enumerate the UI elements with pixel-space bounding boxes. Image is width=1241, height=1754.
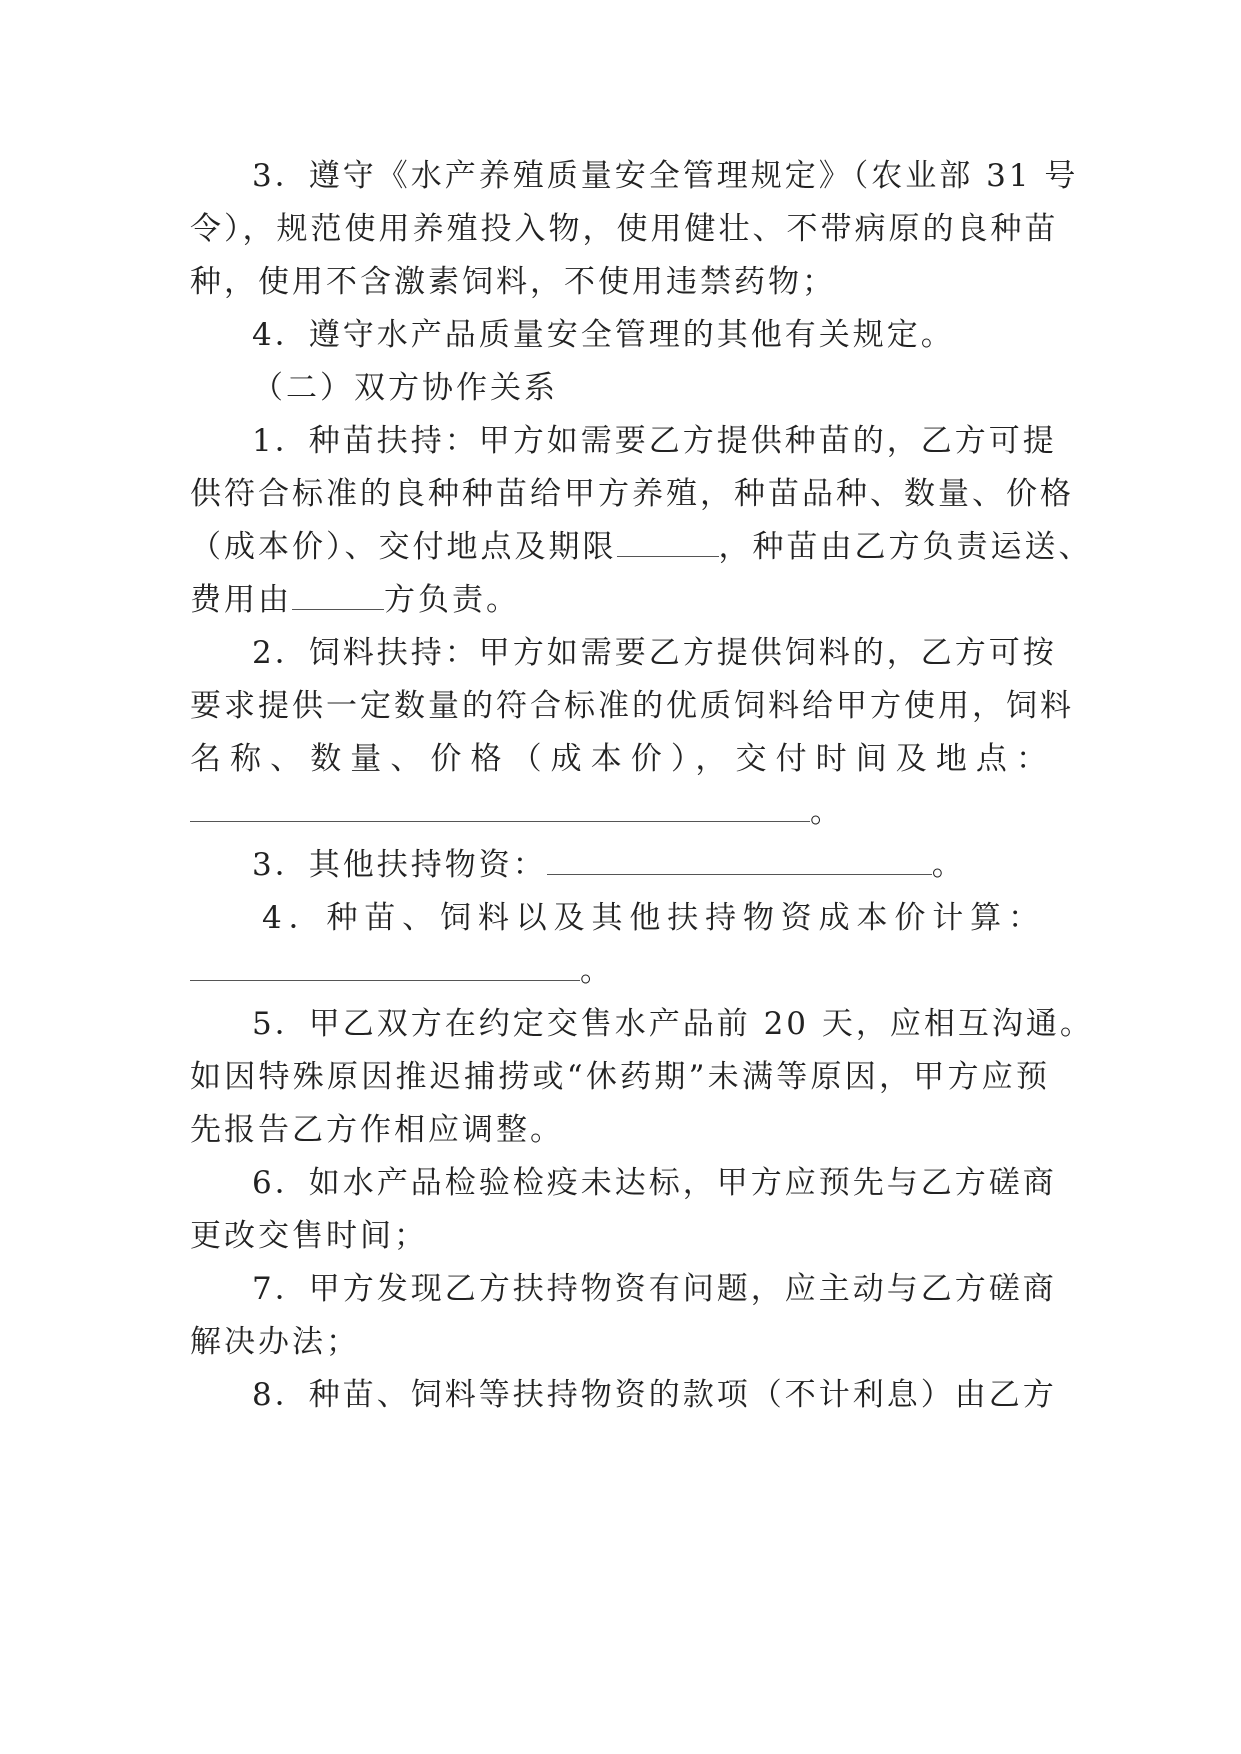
coop-item-1-text-d: 方负责。	[384, 582, 520, 618]
coop-item-7-line-2: 解决办法；	[190, 1324, 360, 1360]
coop-item-5-line-1: 5．甲乙双方在约定交售水产品前 20 天，应相互沟通。	[252, 1006, 1094, 1042]
coop-item-2-line-4	[190, 786, 1050, 831]
coop-item-6-line-1: 6．如水产品检验检疫未达标，甲方应预先与乙方磋商	[252, 1165, 1057, 1201]
section-heading-2: （二）双方协作关系	[252, 370, 558, 406]
coop-item-3-text: 3．其他扶持物资：	[252, 847, 547, 883]
coop-item-3-line	[252, 839, 1112, 884]
coop-item-8-line-1: 8．种苗、饲料等扶持物资的款项（不计利息）由乙方	[252, 1377, 1057, 1413]
feed-details-blank[interactable]	[190, 797, 810, 822]
coop-item-1-line-3	[190, 521, 1093, 566]
coop-item-4-line-1: 4．种苗、饲料以及其他扶持物资成本价计算：	[262, 900, 1042, 936]
item-3-line-1: 3．遵守《水产养殖质量安全管理规定》（农业部 31 号	[252, 158, 1079, 194]
coop-item-2-end: 。	[810, 794, 844, 830]
coop-item-3-end: 。	[931, 847, 966, 883]
coop-item-1-line-4	[190, 574, 1050, 619]
item-3-line-2: 令），规范使用养殖投入物，使用健壮、不带病原的良种苗	[190, 211, 1059, 247]
other-supplies-blank[interactable]	[547, 850, 932, 875]
coop-item-4-line-2	[190, 945, 1050, 990]
coop-item-7-line-1: 7．甲方发现乙方扶持物资有问题，应主动与乙方磋商	[252, 1271, 1057, 1307]
coop-item-5-line-2: 如因特殊原因推迟捕捞或“休药期”未满等原因，甲方应预	[190, 1059, 1050, 1095]
coop-item-1-line-2: 供符合标准的良种种苗给甲方养殖，种苗品种、数量、价格	[190, 476, 1074, 512]
coop-item-5-line-3: 先报告乙方作相应调整。	[190, 1112, 564, 1148]
coop-item-1-text-b: ，种苗由乙方负责运送、	[718, 529, 1093, 565]
coop-item-1-text-c: 费用由	[190, 582, 292, 618]
coop-item-1-line-1: 1．种苗扶持：甲方如需要乙方提供种苗的，乙方可提	[252, 423, 1057, 459]
coop-item-4-end: 。	[580, 953, 614, 989]
cost-bearer-blank[interactable]	[292, 585, 384, 610]
coop-item-2-line-2: 要求提供一定数量的符合标准的优质饲料给甲方使用，饲料	[190, 688, 1074, 724]
item-4-line: 4．遵守水产品质量安全管理的其他有关规定。	[252, 317, 955, 353]
coop-item-6-line-2: 更改交售时间；	[190, 1218, 428, 1254]
period-blank[interactable]	[617, 532, 719, 557]
item-3-line-3: 种，使用不含激素饲料，不使用违禁药物；	[190, 264, 836, 300]
coop-item-1-text-a: （成本价）、交付地点及期限	[190, 529, 617, 565]
cost-calc-blank[interactable]	[190, 956, 580, 981]
coop-item-2-line-3: 名称、数量、价格（成本价），交付时间及地点：	[190, 741, 1050, 777]
coop-item-2-line-1: 2．饲料扶持：甲方如需要乙方提供饲料的，乙方可按	[252, 635, 1057, 671]
